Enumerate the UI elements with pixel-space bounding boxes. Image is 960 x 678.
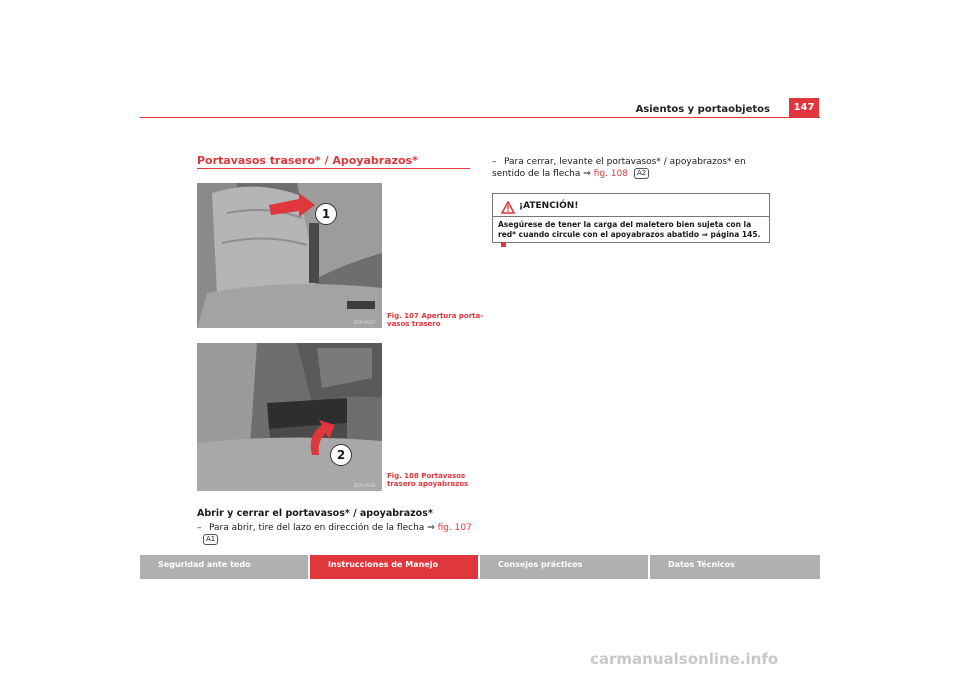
badge-a2: A2 xyxy=(634,168,649,179)
step-close: – Para cerrar, levante el portavasos* / apoyabrazos* en sentido de la flecha ⇒ fig. 108 A2 xyxy=(492,157,746,179)
figure-code: B5P-0037 xyxy=(354,321,376,326)
watermark: carmanualsonline.info xyxy=(590,650,779,668)
figure-108-caption: Fig. 108 Portavasos trasero apoyabrazos xyxy=(387,472,469,488)
footer-tab-datos[interactable]: Datos Técnicos xyxy=(650,555,820,579)
figure-108-image xyxy=(197,343,382,491)
end-marker xyxy=(501,242,506,247)
section-title: Portavasos trasero* / Apoyabrazos* xyxy=(197,154,418,167)
running-header: Asientos y portaobjetos xyxy=(635,104,770,115)
warning-title: ¡ATENCIÓN! xyxy=(519,201,579,211)
badge-a1: A1 xyxy=(203,534,218,545)
warning-header xyxy=(493,194,769,217)
figure-107-caption: Fig. 107 Apertura porta- vasos trasero xyxy=(387,312,484,328)
marker-1: 1 xyxy=(315,203,337,225)
header-rule xyxy=(140,117,820,118)
instructions-subheading: Abrir y cerrar el portavasos* / apoyabrazos* xyxy=(197,508,433,519)
figure-code: B5P-0038 xyxy=(354,484,376,489)
figure-108-link[interactable]: fig. 108 xyxy=(593,169,628,179)
footer-tab-seguridad[interactable]: Seguridad ante todo xyxy=(140,555,308,579)
step-open: – Para abrir, tire del lazo en dirección de la flecha ⇒ fig. 107A1 xyxy=(197,523,472,543)
figure-107-image xyxy=(197,183,382,328)
page-number: 147 xyxy=(789,98,819,118)
warning-triangle-icon xyxy=(501,199,515,218)
footer-tab-consejos[interactable]: Consejos prácticos xyxy=(480,555,648,579)
footer-tab-instrucciones[interactable]: Instrucciones de Manejo xyxy=(310,555,478,579)
figure-107-link[interactable]: fig. 107 xyxy=(437,523,472,533)
marker-2: 2 xyxy=(330,444,352,466)
warning-box xyxy=(492,193,770,243)
section-rule xyxy=(197,168,470,169)
warning-body: Asegúrese de tener la carga del maletero bien sujeta con la red* cuando circule con el apoyabrazos abatido ⇒ página 145. xyxy=(498,220,764,250)
